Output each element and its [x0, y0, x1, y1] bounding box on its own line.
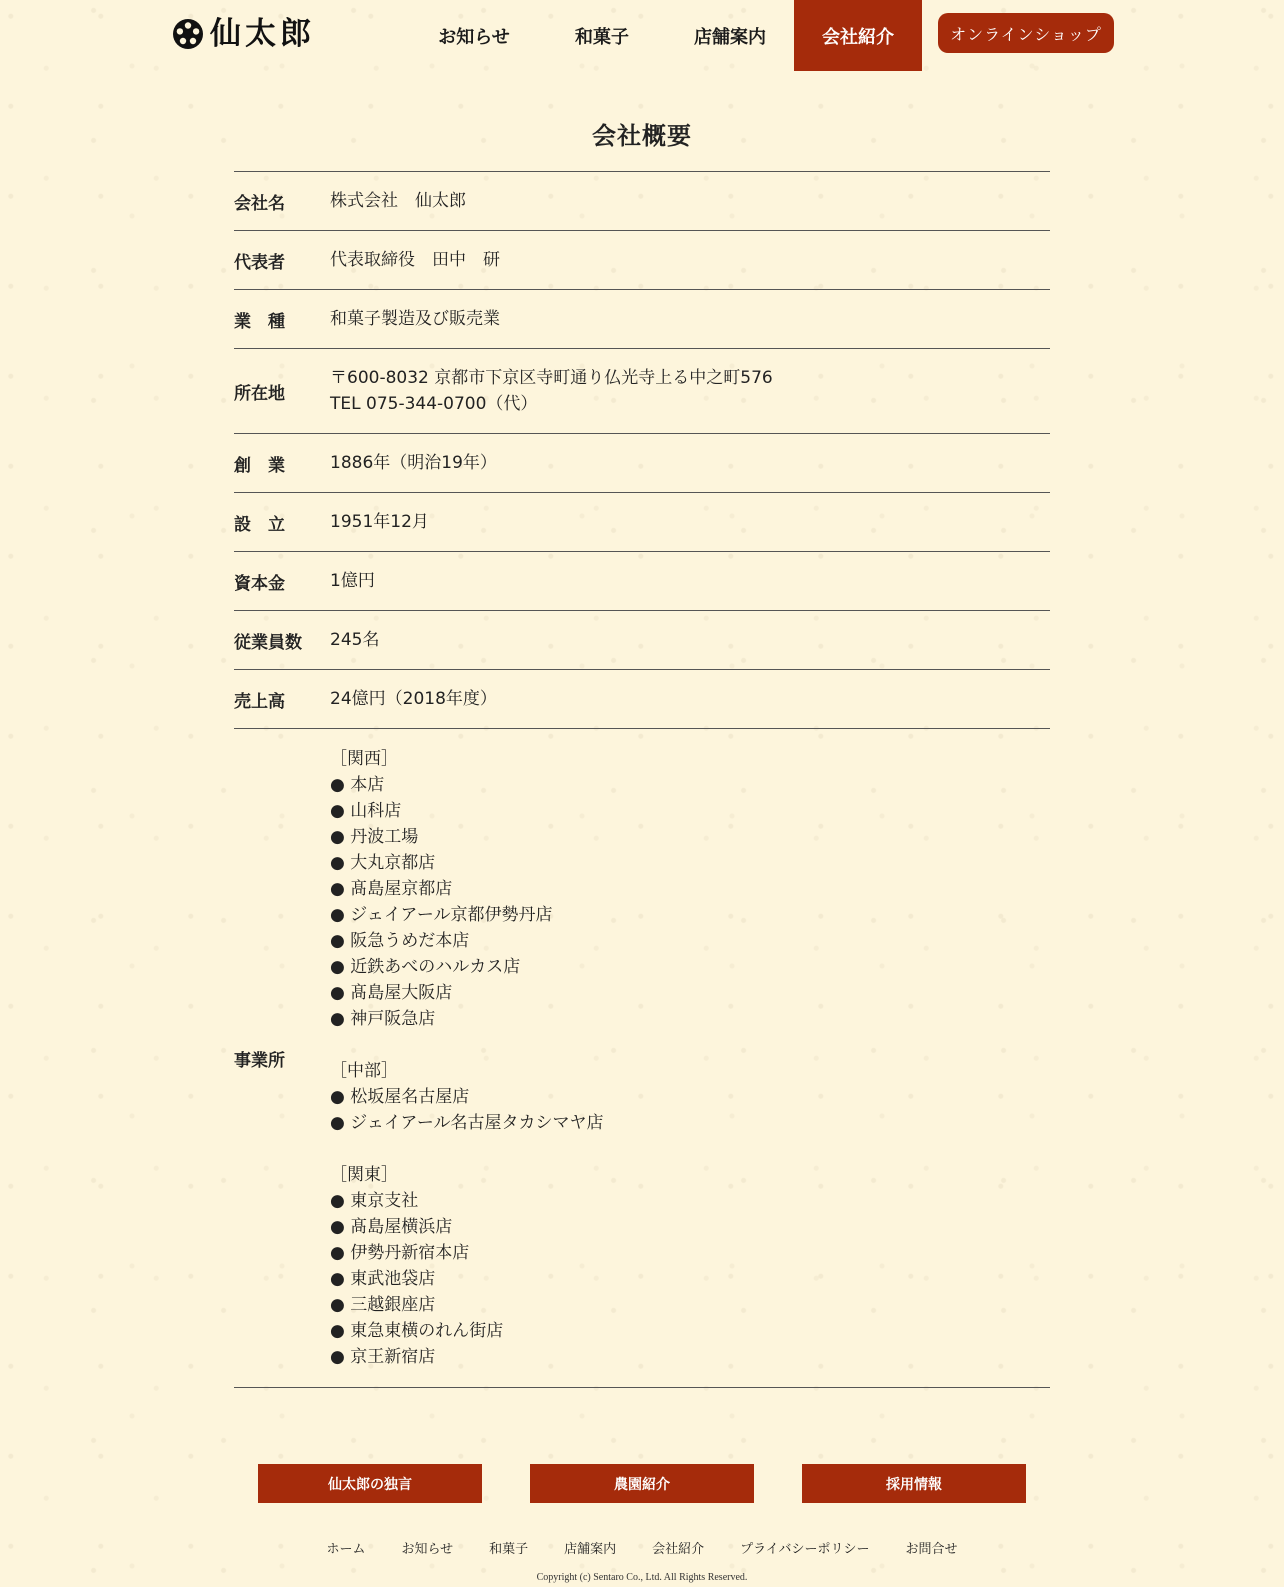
info-row-offices	[234, 729, 1050, 1388]
office-item: ● ジェイアール名古屋タカシマヤ店	[330, 1113, 604, 1133]
footer-link-contact[interactable]: お問合せ	[905, 1542, 958, 1557]
recruit-button[interactable]: 採用情報	[802, 1464, 1026, 1503]
office-group-kanto	[330, 1162, 1050, 1370]
main-nav	[410, 0, 922, 71]
office-item: ● 山科店	[330, 801, 402, 821]
office-region-heading: ［中部］	[330, 1061, 398, 1081]
row-label: 創 業	[234, 455, 285, 476]
logo[interactable]	[172, 16, 315, 52]
row-label: 所在地	[234, 383, 285, 404]
flower-crest-icon	[172, 18, 204, 50]
footer-link-company[interactable]: 会社紹介	[652, 1542, 705, 1557]
spacer	[330, 1136, 1050, 1162]
office-item: ● 阪急うめだ本店	[330, 931, 470, 951]
office-item: ● 東武池袋店	[330, 1269, 436, 1289]
monologue-button[interactable]: 仙太郎の独言	[258, 1464, 482, 1503]
row-value	[330, 365, 1050, 417]
office-item: ● 東急東横のれん街店	[330, 1321, 504, 1341]
footer-link-news[interactable]: お知らせ	[401, 1542, 454, 1557]
row-label: 売上高	[234, 691, 285, 712]
row-label: 代表者	[234, 252, 285, 273]
office-item: ● 丹波工場	[330, 827, 419, 847]
office-item: ● 三越銀座店	[330, 1295, 436, 1315]
row-value: 1886年（明治19年）	[330, 453, 497, 473]
office-region-heading: ［関西］	[330, 749, 398, 769]
info-row-sales	[234, 670, 1050, 729]
footer-link-home[interactable]: ホーム	[326, 1542, 366, 1557]
nav-company[interactable]: 会社紹介	[794, 0, 922, 71]
info-row-capital	[234, 552, 1050, 611]
row-value: 1億円	[330, 571, 375, 591]
office-item: ● 大丸京都店	[330, 853, 436, 873]
office-region-heading: ［関東］	[330, 1165, 398, 1185]
office-item: ● 松坂屋名古屋店	[330, 1087, 470, 1107]
nav-news[interactable]: お知らせ	[438, 26, 510, 48]
info-row-address	[234, 349, 1050, 434]
row-value: 代表取締役 田中 研	[330, 250, 500, 270]
info-row-company-name	[234, 172, 1050, 231]
office-item: ● 髙島屋横浜店	[330, 1217, 453, 1237]
nav-wagashi[interactable]: 和菓子	[575, 26, 629, 48]
footer-link-wagashi[interactable]: 和菓子	[489, 1542, 529, 1557]
row-label: 従業員数	[234, 632, 302, 653]
footer-links	[0, 1538, 1284, 1557]
page-title: 会社概要	[592, 122, 692, 150]
office-item: ● 神戸阪急店	[330, 1009, 436, 1029]
row-label: 設 立	[234, 514, 285, 535]
online-shop-button[interactable]: オンラインショップ	[938, 13, 1114, 53]
office-item: ● 伊勢丹新宿本店	[330, 1243, 470, 1263]
row-label: 事業所	[234, 1050, 285, 1071]
row-value: 和菓子製造及び販売業	[330, 309, 500, 329]
farm-button[interactable]: 農園紹介	[530, 1464, 754, 1503]
info-row-representative	[234, 231, 1050, 290]
nav-stores[interactable]: 店舗案内	[694, 26, 766, 48]
footer-link-privacy[interactable]: プライバシーポリシー	[740, 1542, 870, 1557]
office-item: ● ジェイアール京都伊勢丹店	[330, 905, 553, 925]
row-value: 1951年12月	[330, 512, 429, 532]
footer-buttons	[258, 1464, 1026, 1503]
company-info-table	[234, 171, 1050, 1388]
row-value: 株式会社 仙太郎	[330, 191, 466, 211]
row-label: 資本金	[234, 573, 285, 594]
info-row-employees	[234, 611, 1050, 670]
office-group-kansai	[330, 746, 1050, 1032]
office-item: ● 東京支社	[330, 1191, 419, 1211]
info-row-business	[234, 290, 1050, 349]
spacer	[330, 1032, 1050, 1058]
info-row-founded	[234, 434, 1050, 493]
row-label: 会社名	[234, 193, 285, 214]
footer-link-stores[interactable]: 店舗案内	[564, 1542, 617, 1557]
office-list	[330, 746, 1050, 1370]
office-item: ● 京王新宿店	[330, 1347, 436, 1367]
logo-text: 仙太郎	[210, 16, 315, 52]
row-label: 業 種	[234, 311, 285, 332]
site-header	[0, 0, 1284, 71]
office-item: ● 本店	[330, 775, 385, 795]
address-line: 〒600-8032 京都市下京区寺町通り仏光寺上る中之町576	[330, 368, 773, 388]
office-group-chubu	[330, 1058, 1050, 1136]
phone-line: TEL 075-344-0700（代）	[330, 394, 538, 414]
row-value: 24億円（2018年度）	[330, 689, 497, 709]
office-item: ● 髙島屋京都店	[330, 879, 453, 899]
info-row-established	[234, 493, 1050, 552]
office-item: ● 近鉄あべのハルカス店	[330, 957, 521, 977]
office-item: ● 髙島屋大阪店	[330, 983, 453, 1003]
row-value: 245名	[330, 630, 380, 650]
copyright: Copyright (c) Sentaro Co., Ltd. All Rights Reserved.	[536, 1572, 748, 1583]
